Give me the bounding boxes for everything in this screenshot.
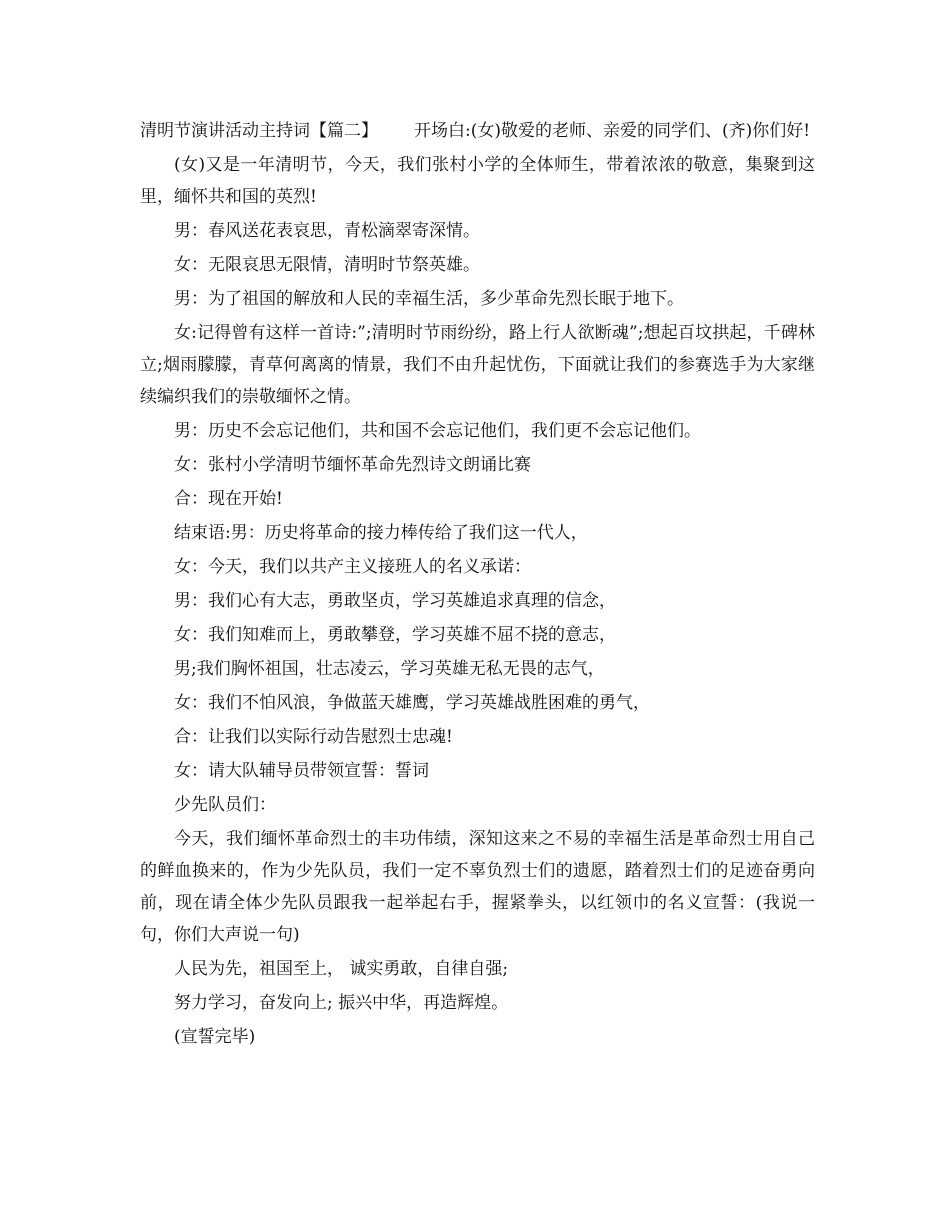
paragraph: 女：无限哀思无限情，清明时节祭英雄。 xyxy=(174,255,480,275)
paragraph: 女：请大队辅导员带领宣誓：誓词 xyxy=(174,761,429,781)
paragraph: 男：历史不会忘记他们，共和国不会忘记他们，我们更不会忘记他们。 xyxy=(174,421,701,441)
paragraph: 男：为了祖国的解放和人民的幸福生活，多少革命先烈长眠于地下。 xyxy=(174,289,684,309)
paragraph: 男：春风送花表哀思，青松滴翠寄深情。 xyxy=(174,221,480,241)
paragraph: (宣誓完毕) xyxy=(174,1027,256,1047)
paragraph: 结束语:男：历史将革命的接力棒传给了我们这一代人， xyxy=(174,523,588,543)
paragraph: 女：我们不怕风浪，争做蓝天雄鹰，学习英雄战胜困难的勇气， xyxy=(174,693,650,713)
paragraph: 合：让我们以实际行动告慰烈士忠魂! xyxy=(174,727,453,747)
paragraph: 努力学习，奋发向上; 振兴中华，再造辉煌。 xyxy=(174,993,509,1013)
paragraph: 合：现在开始! xyxy=(174,489,283,509)
document-page xyxy=(140,115,815,1055)
paragraph: 女：张村小学清明节缅怀革命先烈诗文朗诵比赛 xyxy=(174,455,531,475)
paragraph: 女:记得曾有这样一首诗:”;清明时节雨纷纷，路上行人欲断魂”;想起百坟拱起，千碑林立;烟雨朦朦，青草何离离的情景，我们不由升起忧伤，下面就让我们的参赛选手为大家继续编织我们的崇敬缅怀之情。 xyxy=(140,323,815,407)
opening-label: 开场白:(女)敬爱的老师、亲爱的同学们、(齐)你们好! xyxy=(414,121,811,141)
paragraph: 少先队员们： xyxy=(174,795,276,815)
document-heading: 清明节演讲活动主持词【篇二】 xyxy=(140,121,378,141)
paragraph: 今天，我们缅怀革命烈士的丰功伟绩，深知这来之不易的幸福生活是革命烈士用自己的鲜血换来的，作为少先队员，我们一定不辜负烈士们的遗愿，踏着烈士们的足迹奋勇向前，现在请全体少先队员跟我一起举起右手，握紧拳头，以红领巾的名义宣誓：(我说一句，你们大声说一句) xyxy=(140,829,815,945)
paragraph: 男：我们心有大志，勇敢坚贞，学习英雄追求真理的信念， xyxy=(174,591,616,611)
paragraph: 男;我们胸怀祖国，壮志凌云，学习英雄无私无畏的志气， xyxy=(174,659,605,679)
document-heading-paragraph xyxy=(140,115,815,147)
paragraph: (女)又是一年清明节，今天，我们张村小学的全体师生，带着浓浓的敬意，集聚到这里，缅怀共和国的英烈! xyxy=(140,155,815,207)
paragraph: 女：我们知难而上，勇敢攀登，学习英雄不屈不挠的意志， xyxy=(174,625,616,645)
paragraph: 女：今天，我们以共产主义接班人的名义承诺： xyxy=(174,557,531,577)
paragraph: 人民为先，祖国至上， 诚实勇敢，自律自强; xyxy=(174,959,509,979)
